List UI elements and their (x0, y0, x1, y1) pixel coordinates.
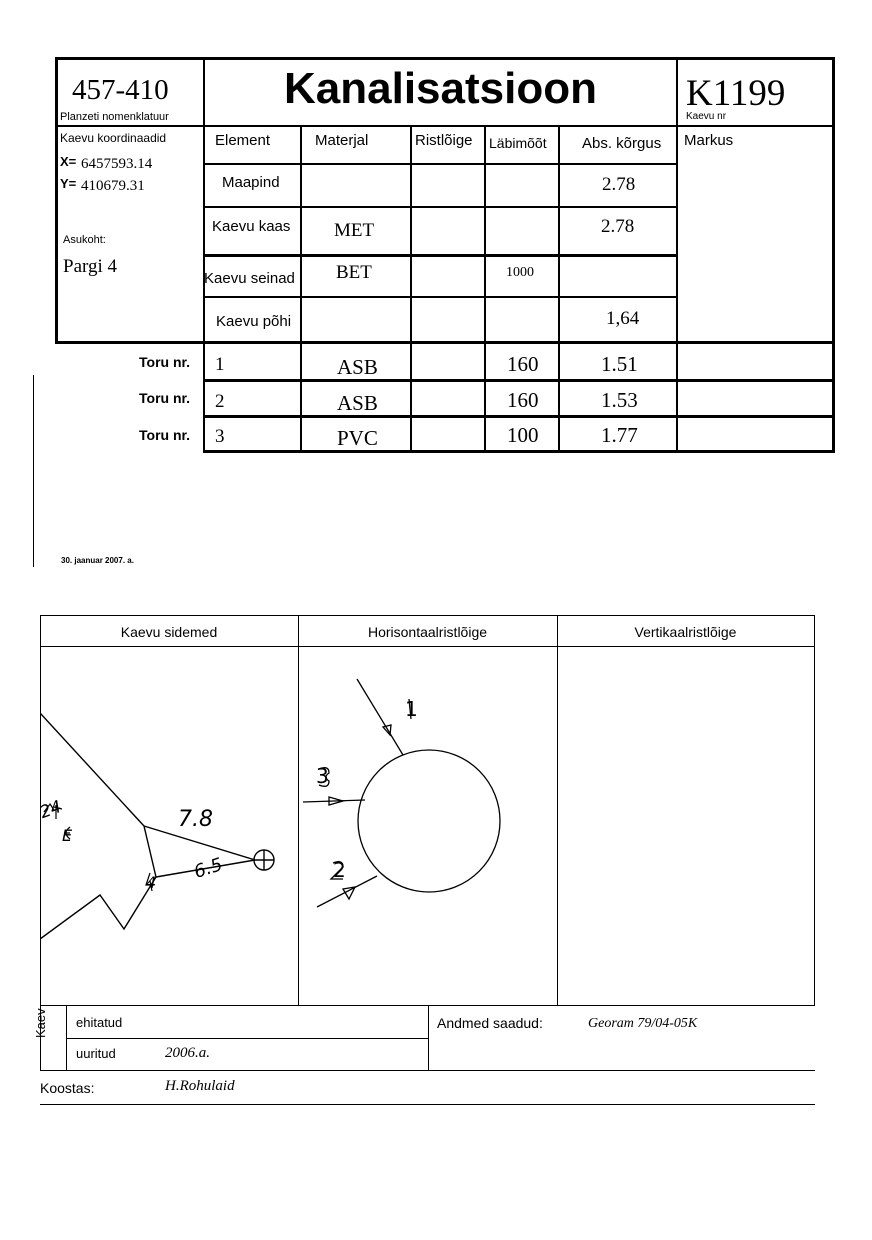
pipe-height: 1.77 (601, 423, 638, 447)
pipe-2-marker: 2 (333, 858, 346, 882)
col-note: Markus (684, 132, 734, 149)
wall-label-c: 4 (146, 873, 157, 892)
row-height: 1,64 (606, 308, 640, 329)
pipe-number: 3 (215, 426, 225, 447)
pipe-height: 1.51 (601, 352, 638, 376)
pipe-label: Toru nr. (139, 390, 191, 406)
x-label: X= (60, 154, 77, 169)
sketch-col-ties: Kaevu sidemed (120, 624, 218, 640)
nomenclature-value: 457-410 (72, 74, 169, 106)
row-height: 2.78 (602, 174, 636, 195)
row-element: Kaevu seinad (204, 270, 295, 287)
pipe-material: ASB (337, 391, 378, 415)
pipe-number: 1 (215, 354, 225, 375)
surveyed-value: 2006.a. (165, 1045, 210, 1061)
y-value: 410679.31 (81, 178, 145, 194)
source-label: Andmed saadud: (437, 1015, 543, 1031)
margin-line (33, 375, 34, 567)
author-value: H.Rohulaid (165, 1078, 235, 1094)
coords-label: Kaevu koordinaadid (60, 131, 167, 145)
pipe-3-marker: 3 (316, 764, 329, 788)
source-value: Georam 79/04-05K (588, 1016, 698, 1031)
row-material: MET (334, 220, 375, 241)
date-stamp: 30. jaanuar 2007. a. (61, 556, 134, 565)
pipe-1-marker: 1 (405, 697, 418, 721)
surveyed-label: uuritud (76, 1046, 116, 1061)
col-element: Element (215, 132, 271, 149)
pipe-material: PVC (337, 426, 378, 450)
x-value: 6457593.14 (81, 156, 153, 172)
tie-distance-2: 6.5 (191, 854, 226, 883)
row-material: BET (336, 262, 372, 283)
page-title: Kanalisatsioon (284, 64, 597, 113)
tie-distance-1: 7.8 (178, 807, 213, 832)
row-diameter: 1000 (506, 265, 534, 280)
row-element: Kaevu põhi (216, 313, 292, 330)
col-abs-height: Abs. kõrgus (582, 135, 662, 152)
built-label: ehitatud (76, 1015, 123, 1030)
col-cross-section: Ristlõige (415, 132, 473, 149)
well-ties-sketch (40, 647, 298, 1005)
col-material: Materjal (315, 132, 369, 149)
row-element: Maapind (222, 174, 280, 191)
well-number-label: Kaevu nr (686, 111, 727, 122)
pipe-height: 1.53 (601, 388, 638, 412)
pipe-number: 2 (215, 391, 225, 412)
location-value: Pargi 4 (63, 256, 118, 277)
row-element: Kaevu kaas (212, 218, 291, 235)
pipe-diameter: 160 (507, 388, 539, 412)
col-diameter: Läbimõõt (489, 135, 547, 151)
author-label: Koostas: (40, 1080, 95, 1096)
horizontal-section-sketch (299, 647, 557, 1005)
row-height: 2.78 (601, 216, 635, 237)
pipe-diameter: 160 (507, 352, 539, 376)
sketch-col-horizontal: Horisontaalristlõige (367, 624, 488, 640)
location-label: Asukoht: (63, 234, 106, 246)
well-number-value: K1199 (686, 73, 786, 114)
footer-side-label: Kaev (33, 1008, 48, 1038)
wall-label-a: 24 (37, 796, 65, 824)
pipe-label: Toru nr. (139, 427, 191, 443)
y-label: Y= (60, 176, 77, 191)
sketch-col-vertical: Vertikaalristlõige (634, 624, 737, 640)
pipe-material: ASB (337, 355, 378, 379)
wall-label-b: E (62, 826, 73, 845)
pipe-diameter: 100 (507, 423, 539, 447)
pipe-label: Toru nr. (139, 354, 191, 370)
nomenclature-label: Planzeti nomenklatuur (60, 111, 169, 123)
